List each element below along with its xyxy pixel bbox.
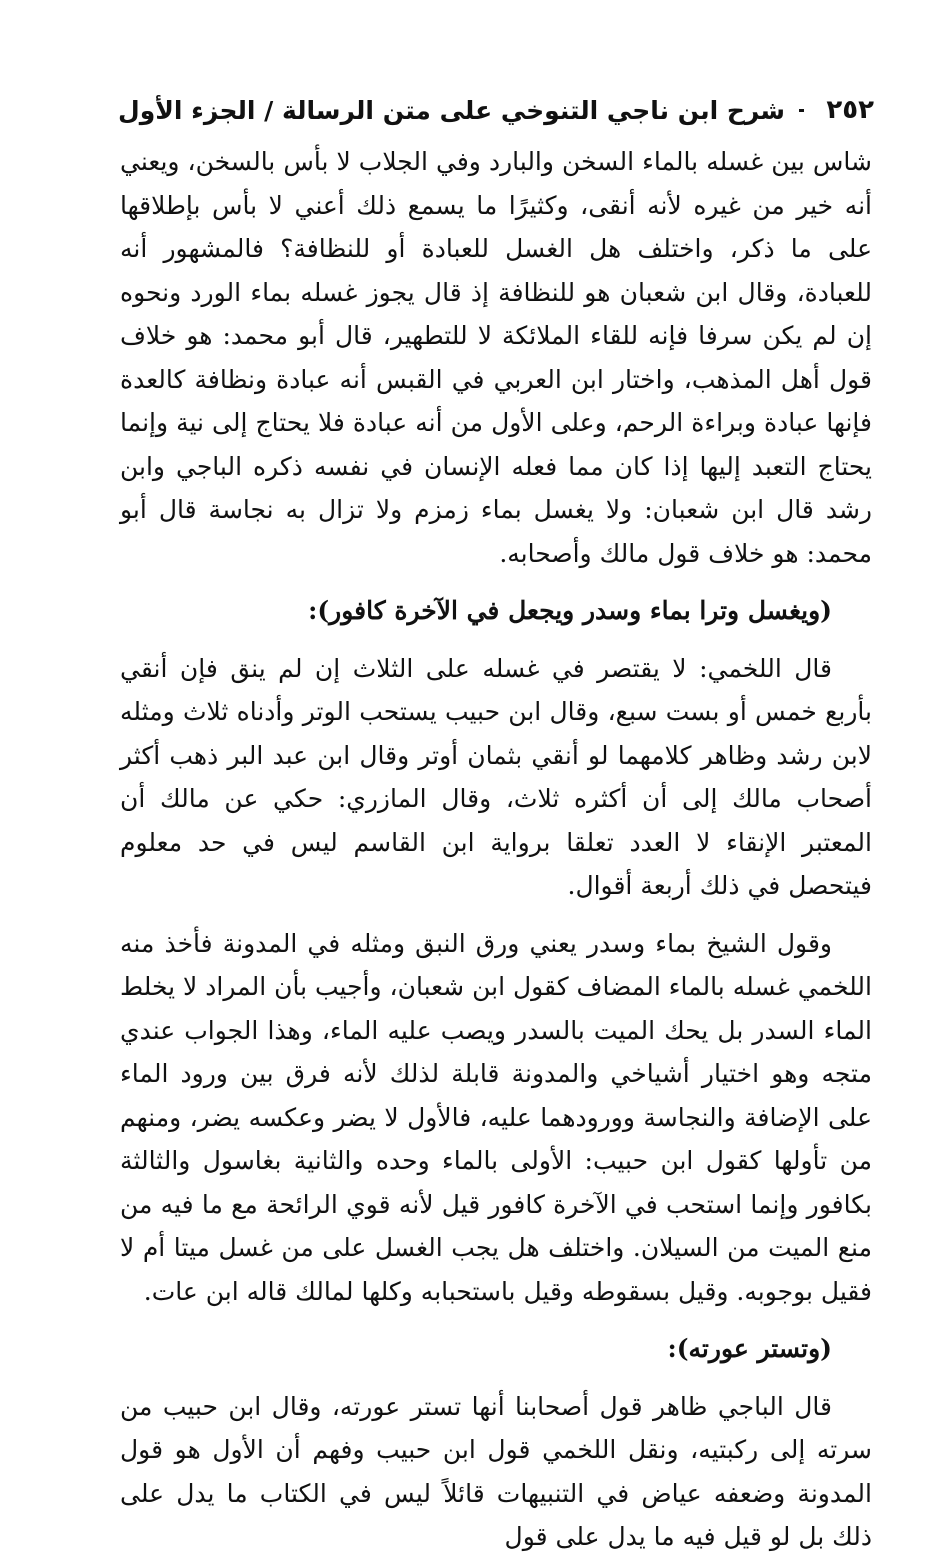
paragraph: وقول الشيخ بماء وسدر يعني ورق النبق ومثله في المدونة فأخذ منه اللخمي غسله بالماء المضاف كقول ابن شعبان، وأجيب بأن المراد لا يخلط الماء السدر بل يحك الميت بالسدر ويصب عليه الماء، وهذا الجواب عندي متجه وهو اختيار أشياخي والمدونة قابلة لذلك لأنه فرق بين ورود الماء على الإضافة والنجاسة وورودهما عليه، فالأول لا يضر وعكسه يضر، ومنهم من تأولها كقول ابن حبيب: الأولى بالماء وحده والثانية بغاسول والثالثة بكافور وإنما استحب في الآخرة كافور قيل لأنه قوي الرائحة مع ما فيه من منع الميت من السيلان. واختلف هل يجب الغسل على من غسل ميتا أم لا فقيل بوجوبه. وقيل بسقوطه وقيل باستحبابه وكلها لمالك قاله ابن عات. — [120, 928, 872, 1306]
page-header — [118, 88, 874, 132]
header-rule — [799, 109, 804, 112]
paragraph: شاس بين غسله بالماء السخن والبارد وفي الجلاب لا بأس بالسخن، ويعني أنه خير من غيره لأنه أنقى، وكثيرًا ما يسمع ذلك أعني لا بأس بإطلاقها على ما ذكر، واختلف هل الغسل للعبادة أو للنظافة؟ فالمشهور أنه للعبادة، وقال ابن شعبان هو للنظافة إذ قال يجوز غسله بماء الورد ونحوه إن لم يكن سرفا فإنه للقاء الملائكة لا للتطهير، قال أبو محمد: هو خلاف قول أهل المذهب، واختار ابن العربي في القبس أنه عبادة ونظافة كالعدة فإنها عبادة وبراءة الرحم، وعلى الأول من أنه عبادة فلا يحتاج إلى نية وإنما يحتاج التعبد إليها إذا كان مما فعله الإنسان في نفسه ذكره الباجي وابن رشد قال ابن شعبان: ولا يغسل بماء زمزم ولا تزال به نجاسة قال أبو محمد: هو خلاف قول مالك وأصحابه. — [120, 147, 872, 568]
paragraph: قال الباجي ظاهر قول أصحابنا أنها تستر عورته، وقال ابن حبيب من سرته إلى ركبتيه، ونقل اللخمي قول ابن حبيب وفهم أن الأول هو قول المدونة وضعفه عياض في التنبيهات قائلاً ليس في الكتاب ما يدل على ذلك بل لو قيل فيه ما يدل على قول — [120, 1391, 872, 1551]
page-number: ٢٥٢ — [826, 95, 874, 125]
section-heading: (ويغسل وترا بماء وسدر ويجعل في الآخرة كافور): — [308, 596, 832, 625]
section-heading: (وتستر عورته): — [667, 1334, 832, 1363]
paragraph: قال اللخمي: لا يقتصر في غسله على الثلاث إن لم ينق فإن أنقي بأربع خمس أو بست سبع، وقال ابن حبيب يستحب الوتر وأدناه ثلاث ومثله لابن رشد وظاهر كلامهما لو أنقي بثمان أوتر وقال ابن عبد البر ذهب أكثر أصحاب مالك إلى أن أكثره ثلاث، وقال المازري: حكي عن مالك أن المعتبر الإنقاء لا العدد تعلقا برواية ابن القاسم ليس في حد معلوم فيتحصل في ذلك أربعة أقوال. — [120, 653, 872, 900]
running-title: شرح ابن ناجي التنوخي على متن الرسالة / الجزء الأول — [118, 95, 786, 125]
page-body — [120, 140, 872, 1559]
